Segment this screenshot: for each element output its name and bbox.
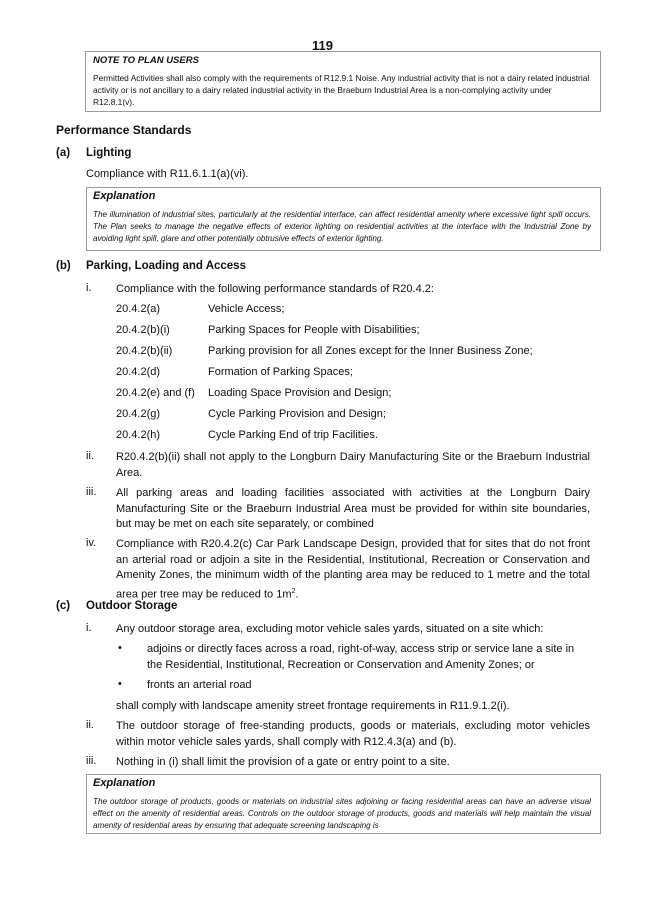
standard-desc: Formation of Parking Spaces;: [208, 366, 353, 378]
lighting-explanation-body: The illumination of industrial sites, particularly at the residential interface, can affect residential amenity where excessive light spill occurs. The Plan seeks to manage the negative effects of exterior lighting on residential activities at the interface with the Industrial Zone by avoiding light spill, glare and other potentially obtrusive effects of exterior lighting.: [93, 210, 591, 243]
lighting-explanation-title: Explanation: [93, 190, 156, 202]
section-c-letter: (c): [56, 600, 71, 612]
section-c-item-i-num: i.: [86, 622, 92, 634]
item-iv-period: .: [295, 588, 299, 601]
standard-desc: Vehicle Access;: [208, 303, 285, 315]
section-b-item-ii-text: R20.4.2(b)(ii) shall not apply to the Longburn Dairy Manufacturing Site or the Braeburn Industrial Area.: [116, 451, 590, 479]
standard-code: 20.4.2(b)(ii): [116, 345, 173, 357]
section-b-item-iii-num: iii.: [86, 486, 97, 498]
section-b-letter: (b): [56, 260, 71, 272]
standard-desc: Parking provision for all Zones except for the Inner Business Zone;: [208, 345, 533, 357]
standard-code: 20.4.2(a): [116, 303, 161, 315]
section-b-title: Parking, Loading and Access: [86, 260, 246, 272]
note-body: Permitted Activities shall also comply with the requirements of R12.9.1 Noise. Any industrial activity that is not a dairy related industrial activity or is not ancillary to a dairy related industrial activity in the Braeburn Industrial Area is a non-complying activity under R12.8.1(v).: [93, 73, 590, 107]
section-c-item-i-text: Any outdoor storage area, excluding motor vehicle sales yards, situated on a site which:: [116, 623, 544, 635]
bullet-marker: •: [118, 642, 122, 654]
section-c-item-ii-num: ii.: [86, 719, 94, 731]
section-c-item-ii-text: The outdoor storage of free-standing products, goods or materials, excluding motor vehicles within motor vehicle sales yards, shall comply with R12.4.3(a) and (b).: [116, 720, 590, 748]
standard-code: 20.4.2(d): [116, 366, 161, 378]
standard-code: 20.4.2(e) and (f): [116, 387, 195, 399]
section-a-letter: (a): [56, 147, 71, 159]
item-iv-body: Compliance with R20.4.2(c) Car Park Landscape Design, provided that for sites that do not front an arterial road or adjoin a site in the Residential, Institutional, Recreation or Conservation and Amenity Zones, the minimum width of the planting area may be reduced to 1 metre and the total area per tree may be reduced to 1m: [116, 538, 590, 601]
bullet-item: adjoins or directly faces across a road, right-of-way, access strip or service lane a site in the Residential, Institutional, Recreation or Conservation and Amenity Zones; or: [147, 643, 575, 671]
section-b-item-ii-num: ii.: [86, 450, 94, 462]
standard-desc: Cycle Parking End of trip Facilities.: [208, 429, 378, 441]
outdoor-storage-explanation-body: The outdoor storage of products, goods or materials on industrial sites adjoining or facing residential areas can have an adverse visual effect on the amenity of residential areas. Controls on the outdoor storage of products, goods and materials will help maintain the visual amenity of residential areas by ensuring that adequate screening landscaping is: [93, 797, 591, 830]
section-c-item-iii-text: Nothing in (i) shall limit the provision of a gate or entry point to a site.: [116, 756, 450, 768]
item-iv-superscript: 2: [291, 587, 296, 595]
note-to-plan-users-box: [85, 51, 601, 112]
performance-standards-heading: Performance Standards: [56, 123, 192, 137]
page-number: 119: [312, 38, 333, 53]
section-b-item-iv-text: [116, 537, 590, 603]
section-b-item-i-text: Compliance with the following performance standards of R20.4.2:: [116, 283, 434, 295]
section-b-item-iii-text: All parking areas and loading facilities associated with activities at the Longburn Dairy Manufacturing Site or the Braeburn Industrial Area must be provided for within site boundaries, but may be met on each site separately, or combined: [116, 487, 590, 530]
standard-code: 20.4.2(g): [116, 408, 161, 420]
standard-desc: Cycle Parking Provision and Design;: [208, 408, 386, 420]
outdoor-storage-explanation-box: [86, 774, 601, 834]
lighting-explanation-box: [86, 187, 601, 251]
section-c-item-i-closing: shall comply with landscape amenity street frontage requirements in R11.9.1.2(i).: [116, 700, 510, 712]
section-a-text: Compliance with R11.6.1.1(a)(vi).: [86, 168, 249, 180]
standard-desc: Parking Spaces for People with Disabilities;: [208, 324, 420, 336]
section-c-title: Outdoor Storage: [86, 600, 178, 612]
bullet-marker: •: [118, 678, 122, 690]
note-title: NOTE TO PLAN USERS: [93, 55, 199, 66]
section-c-item-iii-num: iii.: [86, 755, 97, 767]
bullet-item: fronts an arterial road: [147, 679, 252, 691]
outdoor-storage-explanation-title: Explanation: [93, 777, 156, 789]
standard-desc: Loading Space Provision and Design;: [208, 387, 392, 399]
section-b-item-iv-num: iv.: [86, 537, 97, 549]
standard-code: 20.4.2(h): [116, 429, 161, 441]
section-a-title: Lighting: [86, 147, 132, 159]
section-b-item-i-num: i.: [86, 282, 92, 294]
standard-code: 20.4.2(b)(i): [116, 324, 170, 336]
